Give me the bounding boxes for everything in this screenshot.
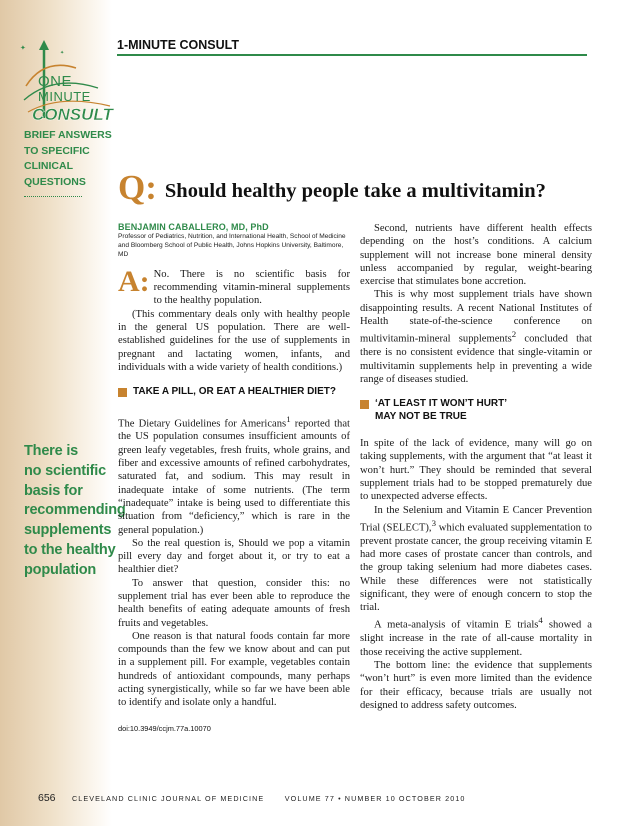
pull-quote-line: recommending	[24, 502, 126, 519]
logo-text-one: ONE	[38, 73, 73, 90]
pull-quote-line: population	[24, 561, 97, 578]
text-run: which evaluated supplementation to prevent prostate cancer, the group receiving vitamin E had more cases of prostate cancer than controls, and the group taking selenium had more diabetes cases. While these differences were not statistically significant, they were of enough concern to stop the trial.	[360, 522, 592, 614]
body-paragraph: In spite of the lack of evidence, many will go on taking supplements, with the argument that “at least it won’t hurt.” They should be reminded that several supplement trials had to be stopped prematurely due to unexpected adverse effects.	[360, 438, 592, 503]
body-paragraph	[360, 288, 592, 386]
question-text: Should healthy people take a multivitamin?	[164, 180, 546, 202]
answer-paragraph	[118, 264, 350, 308]
text-run: reported that the US population consumes insufficient amounts of green leafy vegetables, fresh fruits, whole grains, and fiber and excessive amounts of refined carbohydrates, saturated fat, and sodium. This may result in inadequate intake of some nutrients. (The term “inadequate” intake is being used to differentiate this situation from “deficiency,” which is rare in the general population.)	[118, 418, 350, 536]
answer-marker: A:	[118, 264, 150, 298]
section-heading	[118, 386, 350, 399]
tagline-line: BRIEF ANSWERS	[24, 129, 112, 141]
heading-square-icon	[118, 388, 127, 397]
tagline-line: TO SPECIFIC	[24, 144, 90, 157]
pull-quote-line: basis for	[24, 482, 83, 499]
pull-quote-line: There is	[24, 443, 79, 459]
reference-marker: 1	[286, 413, 291, 424]
body-paragraph	[360, 614, 592, 658]
section-heading-text	[375, 398, 507, 423]
text-run: This is why most supplement trials have shown disappointing results. A recent National Institutes of Health state-of-the-science conference on multivitamin-mineral supplements	[360, 289, 592, 345]
reference-marker: 4	[538, 615, 543, 626]
pull-quote	[24, 442, 126, 581]
article-column-right	[360, 222, 592, 712]
text-run: concluded that there is no consistent evidence that single-vitamin or multivitamin supplements help in preventing a wide range of diseases studied.	[360, 333, 593, 385]
doi: doi:10.3949/ccjm.77a.10070	[118, 723, 211, 733]
answer-text: No. There is no scientific basis for recommending vitamin-mineral supplements to the healthy population.	[153, 268, 350, 307]
question-title	[118, 168, 598, 208]
body-paragraph: So the real question is, Should we pop a vitamin pill every day and forget about it, or try to eat a healthier diet?	[118, 537, 350, 576]
page-footer	[38, 788, 598, 806]
page-number: 656	[38, 792, 56, 804]
text-run: In the Selenium and Vitamin E Cancer Prevention Trial (SELECT),	[360, 504, 592, 534]
one-minute-consult-logo	[14, 38, 118, 130]
question-marker: Q:	[118, 168, 157, 207]
sidebar-tagline	[24, 128, 112, 190]
author-affiliation: Professor of Pediatrics, Nutrition, and International Health, School of Medicine and Bloomberg School of Public Health, Johns Hopkins University, Baltimore, MD	[118, 233, 346, 258]
logo-arrow-head	[39, 40, 49, 50]
body-paragraph: To answer that question, consider this: no supplement trial has ever been able to reproduce the health benefits of eating adequate amounts of fresh fruits and vegetables.	[118, 577, 350, 629]
heading-line: MAY NOT BE TRUE	[375, 410, 467, 422]
author-name: BENJAMIN CABALLERO, MD, PhD	[118, 222, 269, 232]
sidebar-divider	[24, 196, 82, 197]
text-run: A meta-analysis of vitamin E trials	[374, 620, 539, 632]
pull-quote-line: supplements	[24, 522, 112, 539]
logo-star-2: ✦	[60, 50, 65, 56]
body-paragraph: One reason is that natural foods contain far more compounds than the few we know about and can put in a supplement pill. For example, vegetables contain hundreds of antioxidant compounds, many perhaps acting synergistically, while so far we have been able to identify and isolate only a handful.	[118, 630, 350, 709]
logo-text-consult: CONSULT	[32, 105, 113, 124]
body-paragraph: Second, nutrients have different health effects depending on the host’s conditions. A calcium supplement will not increase bone mineral density unless accompanied by regular, weight-bearing exercise that stimulates bone accretion.	[360, 223, 592, 288]
tagline-line: QUESTIONS	[24, 175, 86, 188]
pull-quote-line: to the healthy	[24, 541, 116, 558]
text-run: The Dietary Guidelines for Americans	[118, 418, 287, 430]
body-paragraph	[360, 504, 592, 615]
logo-text-minute: MINUTE	[38, 89, 91, 104]
heading-square-icon	[360, 400, 369, 409]
reference-marker: 2	[511, 329, 517, 340]
body-paragraph: The bottom line: the evidence that supplements “won’t hurt” is even more limited than the evidence for their efficacy, because trials are usually not designed to address safety outcomes.	[360, 659, 592, 711]
journal-name: CLEVELAND CLINIC JOURNAL OF MEDICINE	[71, 794, 265, 803]
tagline-line: CLINICAL	[24, 160, 73, 172]
heading-line: ‘AT LEAST IT WON’T HURT’	[375, 398, 508, 410]
reference-marker: 3	[431, 517, 436, 528]
section-heading-text: TAKE A PILL, OR EAT A HEALTHIER DIET?	[133, 386, 336, 398]
body-paragraph: (This commentary deals only with healthy people in the general US population. There are well-established guidelines for the use of supplements in pregnant and lactating women, infants, and individuals with a wide variety of health conditions.)	[118, 308, 350, 373]
text-run: showed a slight increase in the rate of all-cause mortality in those receiving the active supplement.	[360, 620, 592, 658]
pull-quote-line: no scientific	[24, 462, 106, 479]
article-column-left	[118, 222, 350, 733]
section-heading	[360, 398, 592, 423]
section-header: 1-MINUTE CONSULT	[117, 38, 587, 56]
body-paragraph	[118, 413, 350, 537]
logo-star-1: ✦	[20, 44, 26, 52]
issue-info: VOLUME 77 • NUMBER 10 OCTOBER 2010	[284, 794, 466, 803]
